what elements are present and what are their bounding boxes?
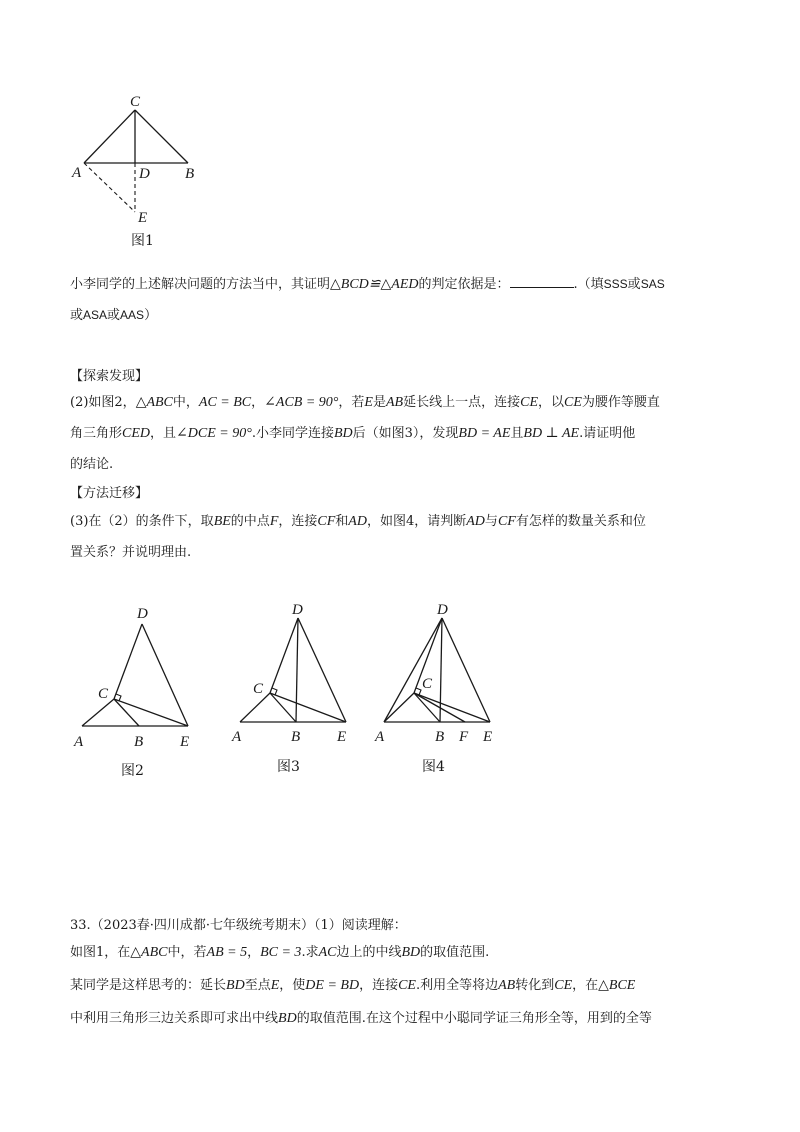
- label-b: B: [291, 729, 301, 745]
- segment-bd: [296, 618, 298, 722]
- figure-2: [70, 600, 200, 750]
- label-e: E: [483, 729, 493, 745]
- figure-2-diagram: [70, 600, 200, 750]
- label-c: C: [253, 681, 264, 697]
- figure-3-diagram: [228, 600, 358, 750]
- label-a: A: [72, 165, 82, 181]
- q33-line-4: 中利用三角形三边关系即可求出中线BD的取值范围.在这个过程中小聪同学证三角形全等，用到的全等: [70, 1011, 652, 1026]
- figure-4-diagram: [372, 600, 507, 750]
- label-d: D: [437, 602, 448, 618]
- part-2-line-3: 的结论.: [70, 457, 114, 472]
- segment-ac: [82, 699, 114, 726]
- part-2-line-1: (2)如图2，△ABC中，AC = BC，∠ACB = 90°，若E是AB延长线上一点，连接CE，以CE为腰作等腰直: [70, 395, 660, 410]
- segment-ca: [84, 110, 135, 163]
- label-d: D: [292, 602, 303, 618]
- segment-ac: [240, 693, 270, 722]
- label-c: C: [422, 676, 433, 692]
- label-d: D: [139, 166, 150, 182]
- figure-1-diagram: [70, 92, 210, 232]
- figure-2-caption: 图2: [121, 763, 144, 779]
- label-b: B: [185, 166, 195, 182]
- label-d: D: [137, 606, 148, 622]
- segment-ac: [384, 693, 414, 722]
- q33-line-2: 如图1，在△ABC中，若AB = 5，BC = 3.求AC边上的中线BD的取值范围.: [70, 945, 490, 960]
- segment-cb: [135, 110, 188, 163]
- method-question-line: 小李同学的上述解决问题的方法当中，其证明△BCD≌△AED的判定依据是： .（填SSS或SAS: [70, 277, 665, 292]
- label-f: F: [459, 729, 469, 745]
- segment-cd: [270, 618, 298, 693]
- part-2-line-2: 角三角形CED，且∠DCE = 90°.小李同学连接BD后（如图3），发现BD = AE且BD ⊥ AE.请证明他: [70, 426, 636, 441]
- label-c: C: [130, 94, 141, 110]
- label-e: E: [180, 734, 190, 750]
- part-3-line-2: 置关系？并说明理由.: [70, 545, 192, 560]
- segment-cd: [114, 624, 142, 699]
- label-e: E: [138, 210, 148, 226]
- part-3-line-1: (3)在（2）的条件下，取BE的中点F，连接CF和AD，如图4，请判断AD与CF有怎样的数量关系和位: [70, 514, 646, 529]
- q33-line-1: 33.（2023春·四川成都·七年级统考期末）（1）阅读理解：: [70, 918, 407, 933]
- figure-3-caption: 图3: [277, 759, 300, 775]
- q33-line-3: 某同学是这样思考的：延长BD至点E，使DE = BD，连接CE.利用全等将边AB转化到CE，在△BCE: [70, 978, 636, 993]
- segment-ae-dashed: [84, 163, 135, 212]
- label-e: E: [337, 729, 347, 745]
- figure-1: [70, 92, 210, 232]
- label-b: B: [435, 729, 445, 745]
- segment-de: [142, 624, 188, 726]
- figure-3: [228, 600, 358, 750]
- label-a: A: [375, 729, 385, 745]
- method-question-line-2: 或ASA或AAS）: [70, 308, 158, 323]
- segment-ce: [114, 699, 188, 726]
- segment-ad: [384, 618, 442, 722]
- figure-1-caption: 图1: [131, 233, 154, 249]
- label-b: B: [134, 734, 144, 750]
- label-a: A: [232, 729, 242, 745]
- method-transfer-header: 【方法迁移】: [70, 486, 149, 501]
- figure-4: [372, 600, 507, 750]
- segment-bd: [440, 618, 442, 722]
- explore-header: 【探索发现】: [70, 369, 149, 384]
- label-c: C: [98, 686, 109, 702]
- answer-blank[interactable]: [510, 275, 574, 288]
- label-a: A: [74, 734, 84, 750]
- figure-4-caption: 图4: [422, 759, 445, 775]
